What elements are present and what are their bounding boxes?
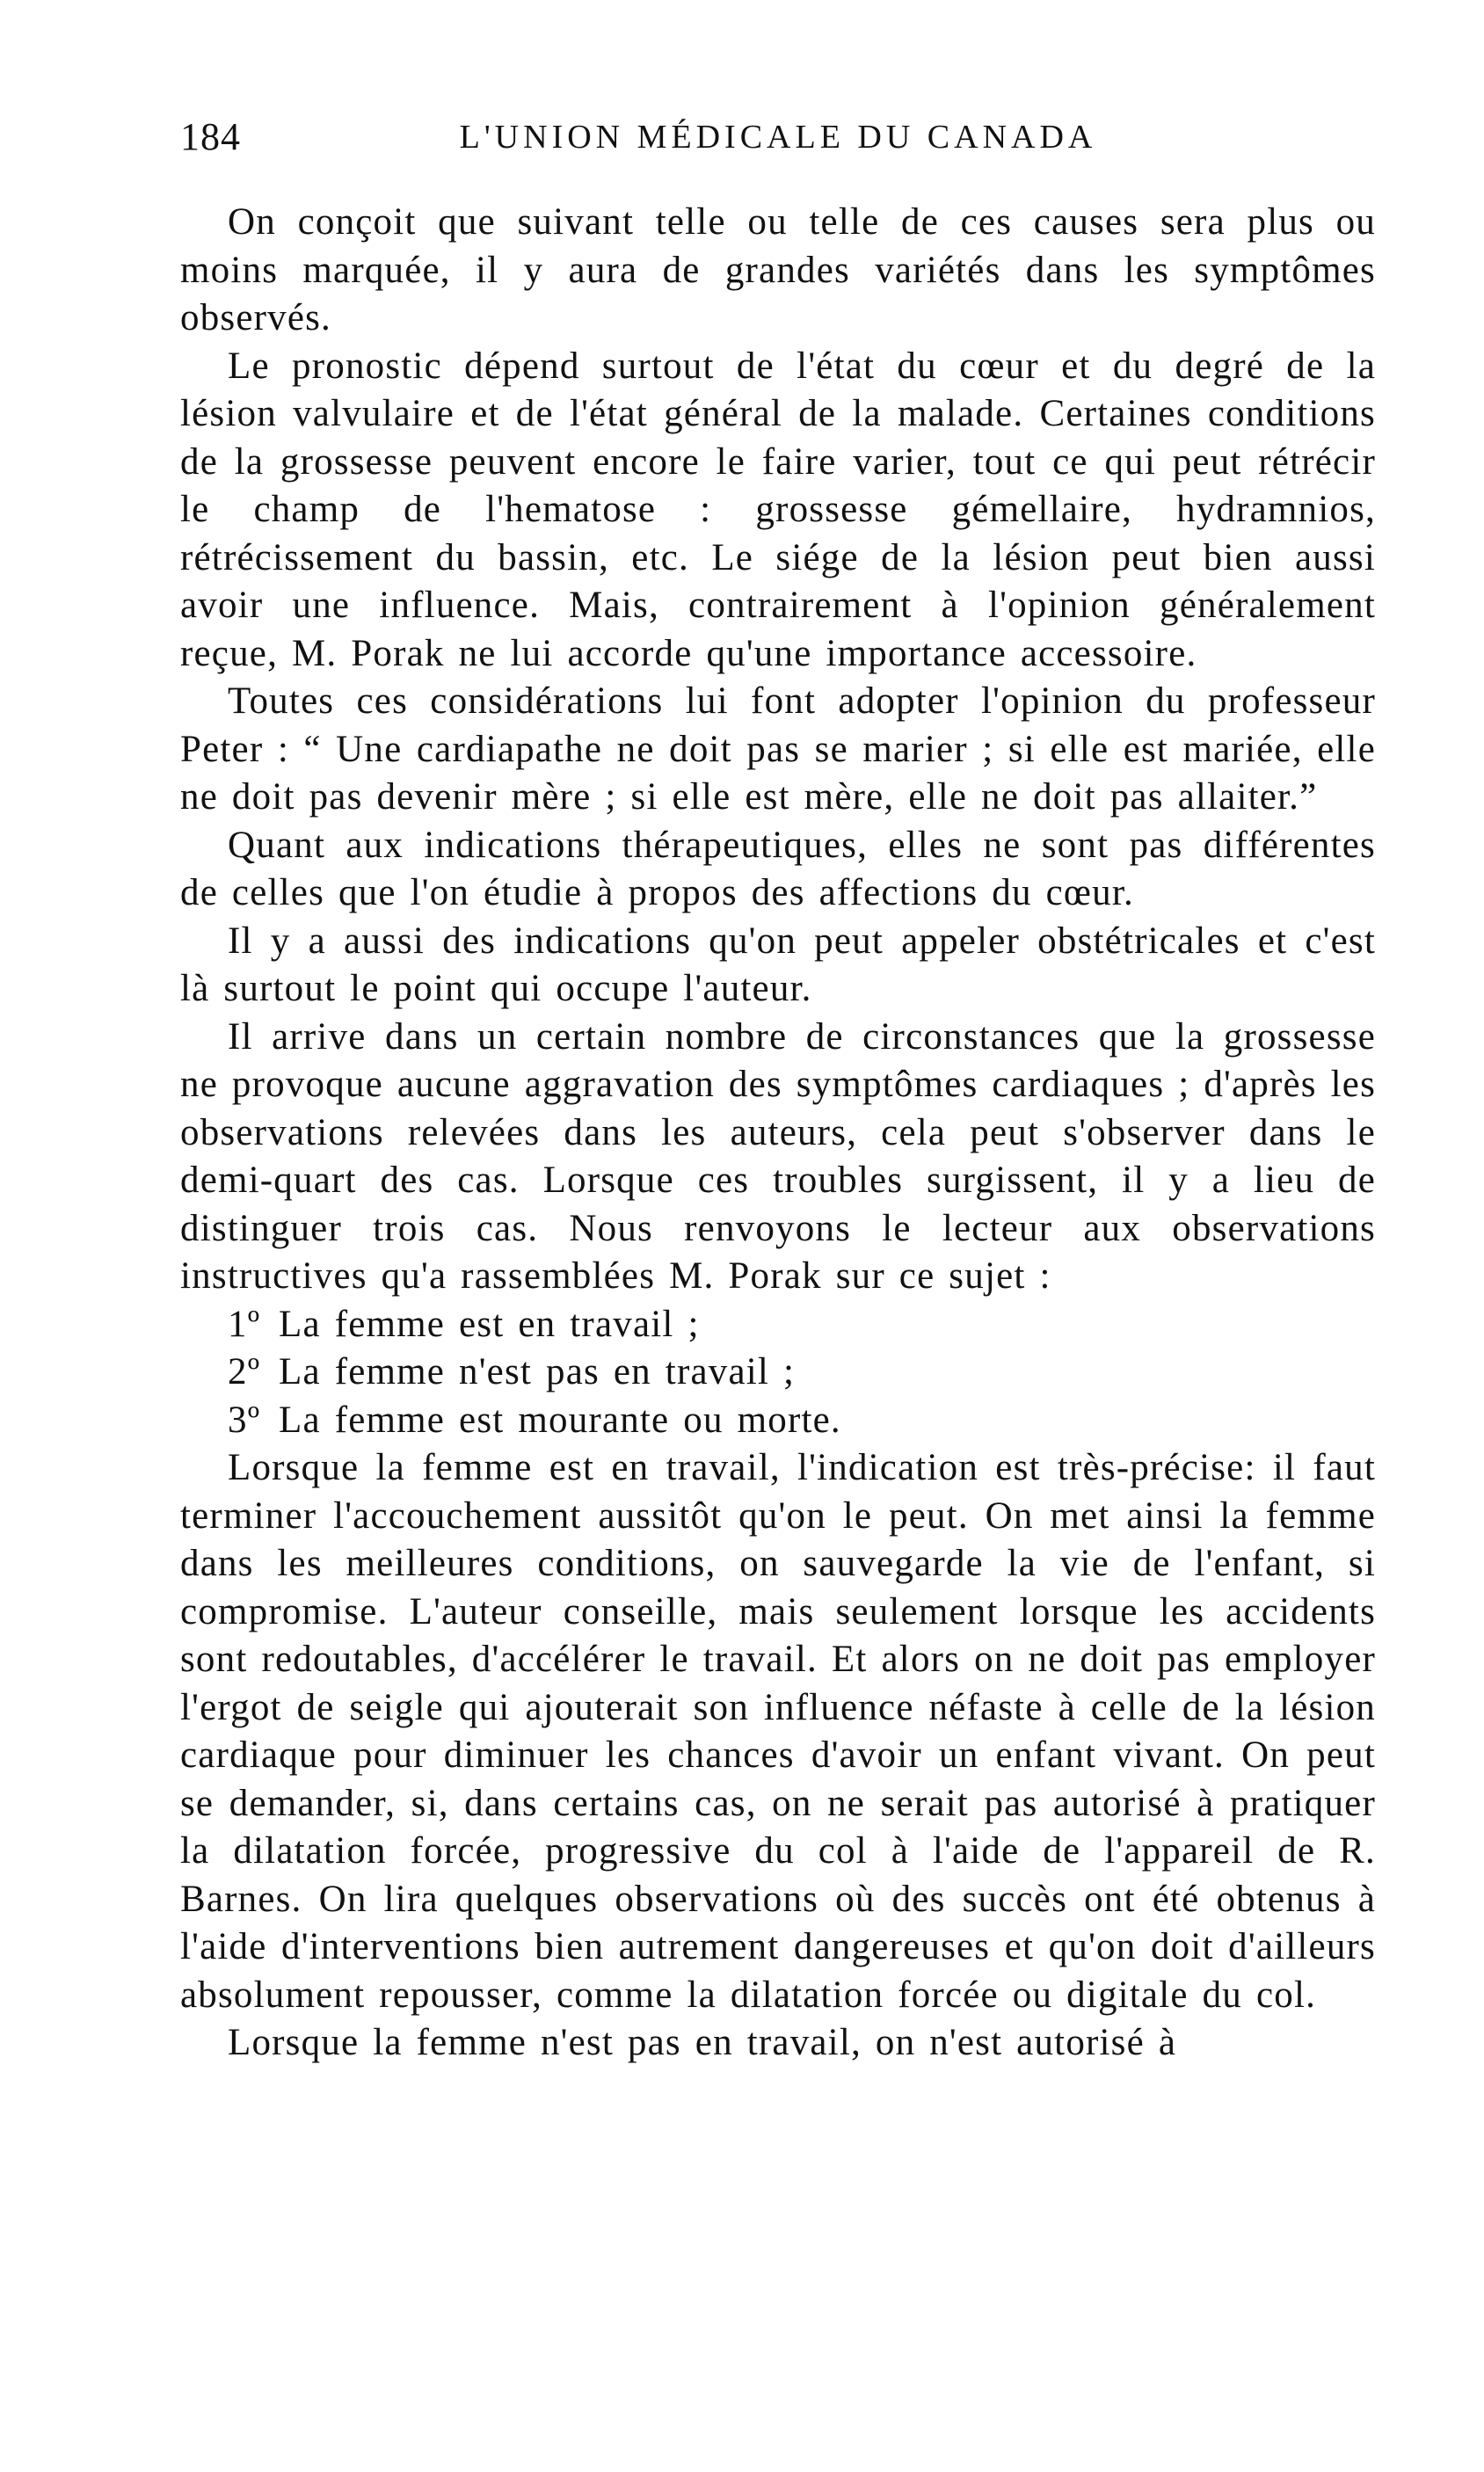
paragraph-therapeutic-indications: Quant aux indications thérapeutiques, elles ne sont pas différentes de celles que l'on étudie à propos des affections du cœur. <box>180 824 1376 913</box>
paragraph-causes-variety: On conçoit que suivant telle ou telle de ces causes sera plus ou moins marquée, il y aura de grandes variétés dans les symptômes observés. <box>180 201 1376 338</box>
case-list-text: La femme est en travail ; <box>279 1303 700 1345</box>
paragraph-prognosis: Le pronostic dépend surtout de l'état du cœur et du degré de la lésion valvulaire et de l'état général de la malade. Certaines conditions de la grossesse peuvent encore le faire varier, tout ce qui peut rétrécir le champ de l'hematose : grossesse gémellaire, hydramnios, rétrécissement du bassin, etc. Le siége de la lésion peut bien aussi avoir une influence. Mais, contrairement à l'opinion généralement reçue, M. Porak ne lui accorde qu'une importance accessoire. <box>180 345 1376 674</box>
case-list-number: 3º <box>228 1399 261 1441</box>
paragraph-labour-indication: Lorsque la femme est en travail, l'indication est très-précise: il faut terminer l'accouchement aussitôt qu'on le peut. On met ainsi la femme dans les meilleures conditions, on sauvegarde la vie de l'enfant, si compromise. L'auteur conseille, mais seulement lorsque les accidents sont redoutables, d'accélérer le travail. Et alors on ne doit pas employer l'ergot de seigle qui ajouterait son influence néfaste à celle de la lésion cardiaque pour diminuer les chances d'avoir un enfant vivant. On peut se demander, si, dans certains cas, on ne serait pas autorisé à pratiquer la dilatation forcée, progressive du col à l'aide de l'appareil de R. Barnes. On lira quelques observations où des succès ont été obtenus à l'aide d'interventions bien autrement dangereuses et qu'on doit d'ailleurs absolument repousser, comme la dilatation forcée ou digitale du col. <box>180 1447 1376 2016</box>
page-number: 184 <box>180 115 241 158</box>
case-list-text: La femme est mourante ou morte. <box>279 1399 841 1441</box>
paragraph-peter-opinion: Toutes ces considérations lui font adopter l'opinion du professeur Peter : “ Une cardiapathe ne doit pas se marier ; si elle est mariée, elle ne doit pas devenir mère ; si elle est mère, elle ne doit pas allaiter.” <box>180 680 1376 818</box>
paragraph-obstetric-indications: Il y a aussi des indications qu'on peut appeler obstétricales et c'est là surtout le point qui occupe l'auteur. <box>180 920 1376 1009</box>
case-list-item <box>180 1301 1376 1349</box>
paragraph-circumstances: Il arrive dans un certain nombre de circonstances que la grossesse ne provoque aucune aggravation des symptômes cardiaques ; d'après les observations relevées dans les auteurs, cela peut s'observer dans le demi-quart des cas. Lorsque ces troubles surgissent, il y a lieu de distinguer trois cas. Nous renvoyons le lecteur aux observations instructives qu'a rassemblées M. Porak sur ce sujet : <box>180 1015 1377 1297</box>
case-list-item <box>180 1397 1376 1445</box>
case-list-number: 1º <box>228 1303 261 1345</box>
running-title: L'UNION MÉDICALE DU CANADA <box>459 119 1097 156</box>
page-header <box>180 114 1376 167</box>
case-list <box>180 1301 1376 1445</box>
paragraph-not-in-labour: Lorsque la femme n'est pas en travail, on n'est autorisé à <box>228 2022 1177 2063</box>
article-body <box>180 199 1376 2068</box>
case-list-item <box>180 1349 1376 1397</box>
case-list-number: 2º <box>228 1351 261 1392</box>
case-list-text: La femme n'est pas en travail ; <box>279 1351 796 1392</box>
